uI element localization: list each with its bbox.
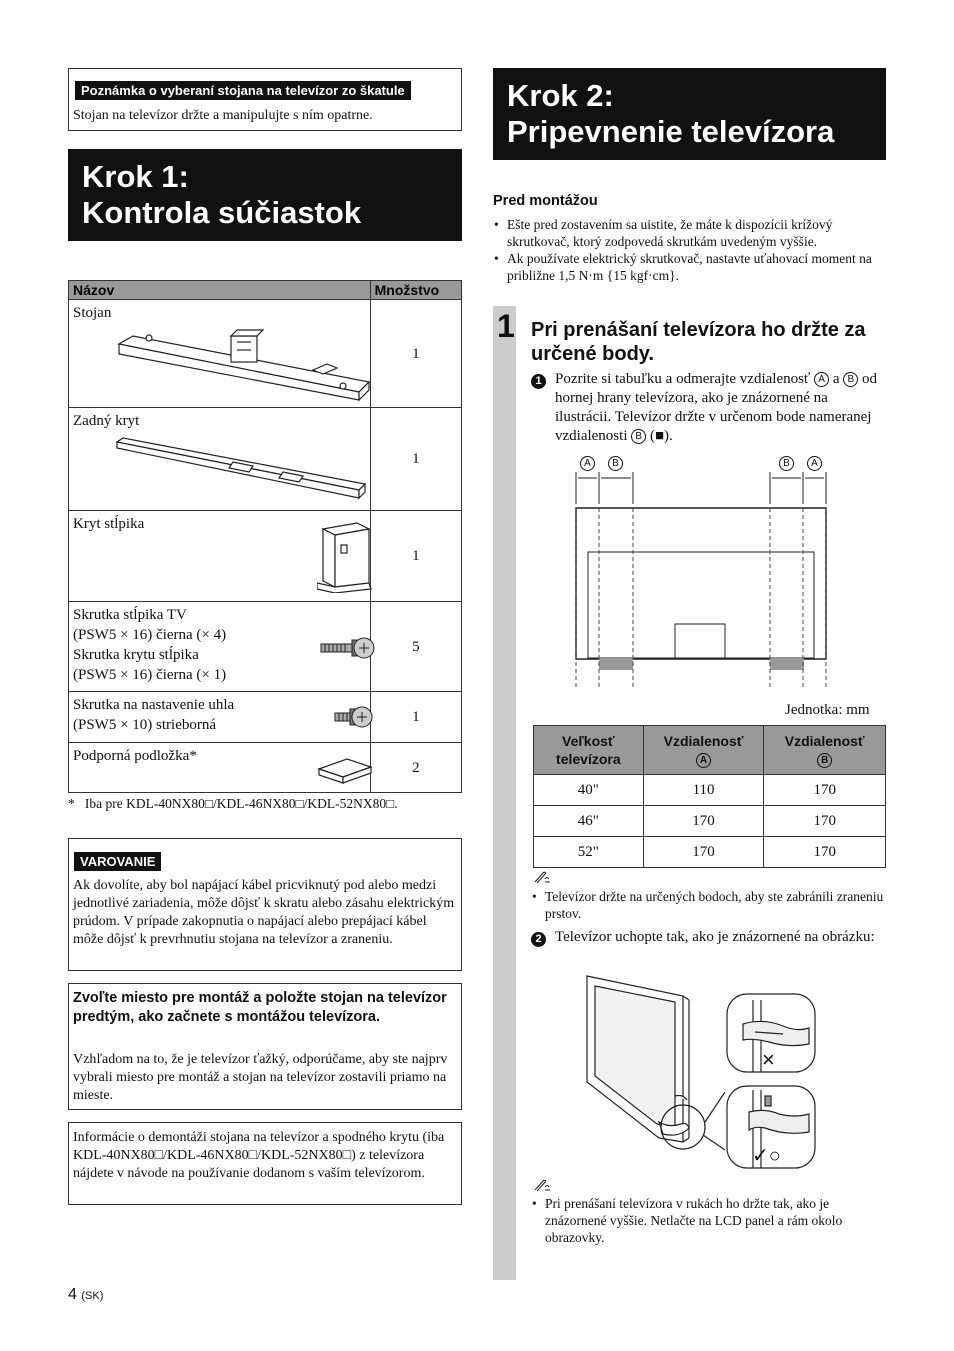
part-name: Skrutka krytu stĺpika (73, 647, 199, 663)
parts-footnote: * Iba pre KDL-40NX80□/KDL-46NX80□/KDL-52NX80□. (68, 796, 398, 811)
section-number: 1 (497, 308, 515, 344)
dist-header-b: Vzdialenosť (784, 733, 865, 749)
note-pencil-icon (533, 870, 551, 884)
step2-line1: Krok 2: (507, 78, 614, 113)
note-pencil-icon (533, 1178, 551, 1192)
note-box-text: Stojan na televízor držte a manipulujte s ním opatrne. (73, 108, 373, 123)
part-name: Zadný kryt (73, 413, 140, 429)
rear-cover-icon (113, 434, 373, 504)
step2-banner (493, 68, 886, 160)
label-b-icon: B (608, 456, 623, 471)
sub2-text: Televízor uchopte tak, ako je znázornené na obrázku: (555, 929, 875, 945)
part-name: Podporná podložka* (73, 748, 197, 764)
place-box-text: Vzhľadom na to, že je televízor ťažký, odporúčame, aby ste najprv vybrali miesto pre montáž a stojan na televízor zostavili priamo na mieste. (73, 1052, 448, 1103)
part-name: (PSW5 × 16) čierna (× 4) (73, 627, 227, 643)
label-b-icon: B (843, 372, 858, 387)
step1-line1: Krok 1: (82, 159, 189, 194)
parts-header-qty: Množstvo (370, 281, 461, 300)
part-name: Skrutka na nastavenie uhla (73, 697, 235, 713)
sub2-marker: 2 (531, 931, 546, 947)
part-name: (PSW5 × 10) strieborná (73, 717, 217, 733)
right-mark: ✓○ (752, 1145, 781, 1167)
note-box (68, 68, 462, 131)
stand-icon (113, 322, 373, 402)
table-row: 40" 110 170 (534, 775, 886, 806)
before-list (493, 216, 886, 284)
sub1-text: Pozrite si tabuľku a odmerajte vzdialenosť A a B od hornej hrany televízora, ako je znázornené na ilustrácii. Televízor držte v určenom bode nameranej vzdialenosti B (■). (555, 371, 878, 444)
label-b-icon: B (779, 456, 794, 471)
warning-badge: VAROVANIE (74, 852, 161, 871)
note2-text: • Pri prenášaní televízora v rukách ho držte tak, ako je znázornené vyššie. Netlačte na LCD panel a rám okolo obrazovky. (545, 1195, 886, 1246)
info-box (68, 1122, 462, 1205)
place-box-title: Zvoľte miesto pre montáž a položte stojan na televízor predtým, ako začnete s montážou televízora. (73, 990, 447, 1025)
parts-header-name: Názov (69, 281, 371, 300)
note2-list (531, 1195, 886, 1246)
part-qty: 1 (370, 408, 461, 511)
table-row: 46" 170 170 (534, 806, 886, 837)
note-box-title: Poznámka o vyberaní stojana na televízor zo škatule (75, 81, 411, 100)
dist-header-a: Vzdialenosť (663, 733, 744, 749)
section-heading: Pri prenášaní televízora ho držte za určené body. (531, 319, 866, 365)
warning-box (68, 838, 462, 971)
unit-label: Jednotka: mm (785, 702, 870, 718)
page-number-suffix: (SK) (81, 1290, 104, 1302)
part-qty: 1 (370, 300, 461, 408)
place-box (68, 983, 462, 1110)
table-row (69, 692, 462, 743)
support-pad-icon (317, 753, 373, 785)
before-bullet: • Ak používate elektrický skrutkovač, nastavte uťahovací moment na približne 1,5 N·m {15 kgf·cm}. (507, 250, 886, 284)
info-box-text: Informácie o demontáži stojana na televízor a spodného krytu (iba KDL-40NX80□/KDL-46NX80□/KDL-52NX80□) z televízora nájdete v návode na používanie dodanom s vaším televízorom. (73, 1130, 445, 1181)
page-number-value: 4 (68, 1286, 77, 1303)
distance-table (533, 725, 886, 868)
label-b-icon: B (817, 753, 832, 768)
sub1-marker: 1 (531, 373, 546, 389)
part-name: Stojan (73, 305, 112, 321)
parts-table (68, 280, 462, 793)
table-row (69, 743, 462, 793)
label-b-icon: B (631, 429, 646, 444)
tv-carry-illustration (583, 972, 873, 1172)
dist-header-size: Veľkosť televízora (556, 733, 621, 767)
label-a-icon: A (814, 372, 829, 387)
section-sidebar (493, 306, 516, 1280)
label-a-icon: A (580, 456, 595, 471)
step2-line2: Pripevnenie televízora (507, 114, 835, 149)
step1-banner (68, 149, 462, 241)
long-screw-icon (319, 634, 375, 662)
wrong-mark: × (762, 1047, 775, 1072)
part-qty: 1 (370, 511, 461, 602)
neck-cover-icon (317, 519, 373, 593)
table-row (69, 602, 462, 692)
part-qty: 5 (370, 602, 461, 692)
table-row (69, 408, 462, 511)
note1-list (531, 888, 886, 922)
table-row (69, 300, 462, 408)
part-qty: 1 (370, 692, 461, 743)
part-name: (PSW5 × 16) čierna (× 1) (73, 667, 227, 683)
table-row: 52" 170 170 (534, 837, 886, 868)
table-row (69, 511, 462, 602)
label-a-icon: A (807, 456, 822, 471)
page-number (68, 1286, 103, 1304)
short-screw-icon (333, 704, 373, 730)
part-qty: 2 (370, 743, 461, 793)
note1-text: • Televízor držte na určených bodoch, aby ste zabránili zraneniu prstov. (545, 888, 886, 922)
tv-measurement-diagram (568, 472, 838, 692)
part-name: Kryt stĺpika (73, 516, 145, 532)
before-bullet: • Ešte pred zostavením sa uistite, že máte k dispozícii krížový skrutkovač, ktorý zodpovedá skrutkám uvedeným vyššie. (507, 216, 886, 250)
before-title: Pred montážou (493, 193, 598, 209)
label-a-icon: A (696, 753, 711, 768)
warning-text: Ak dovolíte, aby bol napájací kábel pricviknutý pod alebo medzi jednotlivé zariadenia, môže dôjsť k skratu alebo zásahu elektrickým prúdom. V prípade zakopnutia o napájací alebo prepájací kábel môže dôjsť k prevrhnutiu stojana na televízor a zraneniu. (73, 878, 455, 947)
part-name: Skrutka stĺpika TV (73, 607, 187, 623)
step1-line2: Kontrola súčiastok (82, 195, 362, 230)
